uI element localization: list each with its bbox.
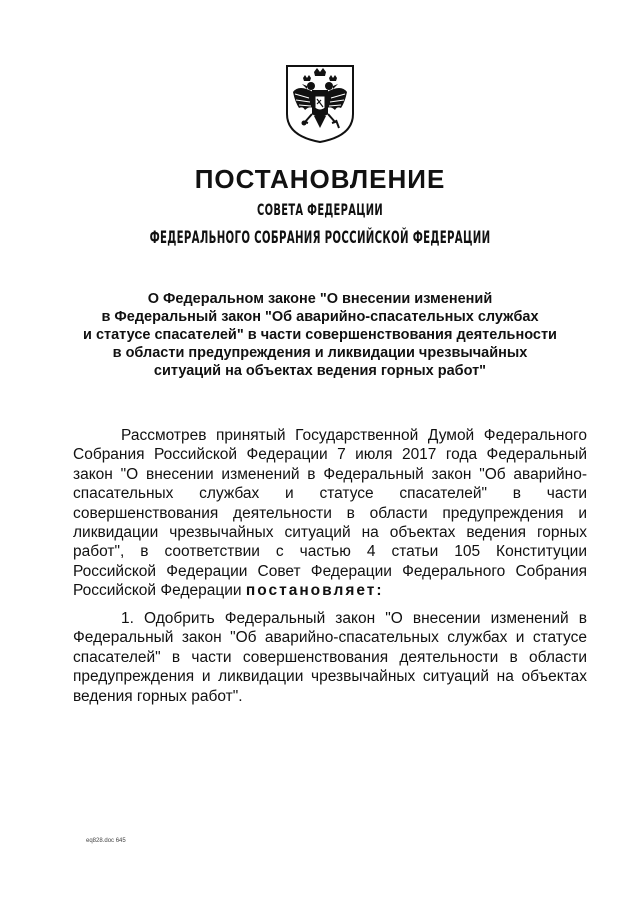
paragraph-line: Собрания Российской Федерации 7 июля 2017 года Федеральный [73, 446, 587, 464]
paragraph-line: спасательных службах и статусе спасателей" в части [73, 485, 587, 503]
paragraph-line: Федеральный закон "Об аварийно-спасательных службах и статусе [73, 629, 587, 647]
paragraph-line-text: Российской Федерации [73, 582, 246, 600]
paragraph-line: совершенствования деятельности в области предупреждения и [73, 504, 587, 522]
preamble-paragraph [73, 426, 587, 601]
resolution-subject [60, 290, 580, 380]
issuing-body-line-2: ФЕДЕРАЛЬНОГО СОБРАНИЯ РОССИЙСКОЙ ФЕДЕРАЦИИ [149, 228, 491, 248]
subject-line: в области предупреждения и ликвидации чрезвычайных [112, 345, 528, 361]
paragraph-line: ведения горных работ". [73, 687, 243, 705]
paragraph-line: спасателей" в части совершенствования деятельности в области [73, 648, 587, 666]
subject-line: в Федеральный закон "Об аварийно-спасательных службах [101, 309, 539, 325]
paragraph-line: ликвидации чрезвычайных ситуаций на объектах ведения горных [73, 524, 587, 542]
resolution-verb: постановляет: [245, 582, 384, 600]
document-title: ПОСТАНОВЛЕНИЕ [194, 164, 446, 194]
paragraph-line: работ", в соответствии с частью 4 статьи 105 Конституции [73, 543, 587, 561]
paragraph-line: Российской Федерации Совет Федерации Федерального Собрания [73, 562, 587, 580]
paragraph-line: 1. Одобрить Федеральный закон "О внесении изменений в [121, 610, 587, 627]
issuing-body-line-1: СОВЕТА ФЕДЕРАЦИИ [257, 200, 383, 219]
subject-line: ситуаций на объектах ведения горных работ" [153, 363, 487, 379]
paragraph-line: Рассмотрев принятый Государственной Думой Федерального [121, 427, 587, 444]
subject-line: О Федеральном законе "О внесении изменений [147, 291, 493, 307]
paragraph-line: предупреждения и ликвидации чрезвычайных ситуаций на объектах [73, 668, 587, 686]
subject-line: и статусе спасателей" в части совершенствования деятельности [83, 327, 557, 343]
resolution-item-1 [73, 609, 587, 706]
document-file-code: eq828.doc 645 [86, 838, 126, 844]
paragraph-line: закон "О внесении изменений в Федеральный закон "Об аварийно- [73, 465, 587, 483]
russian-coat-of-arms-icon [281, 62, 359, 144]
paragraph-last-line [73, 581, 587, 600]
